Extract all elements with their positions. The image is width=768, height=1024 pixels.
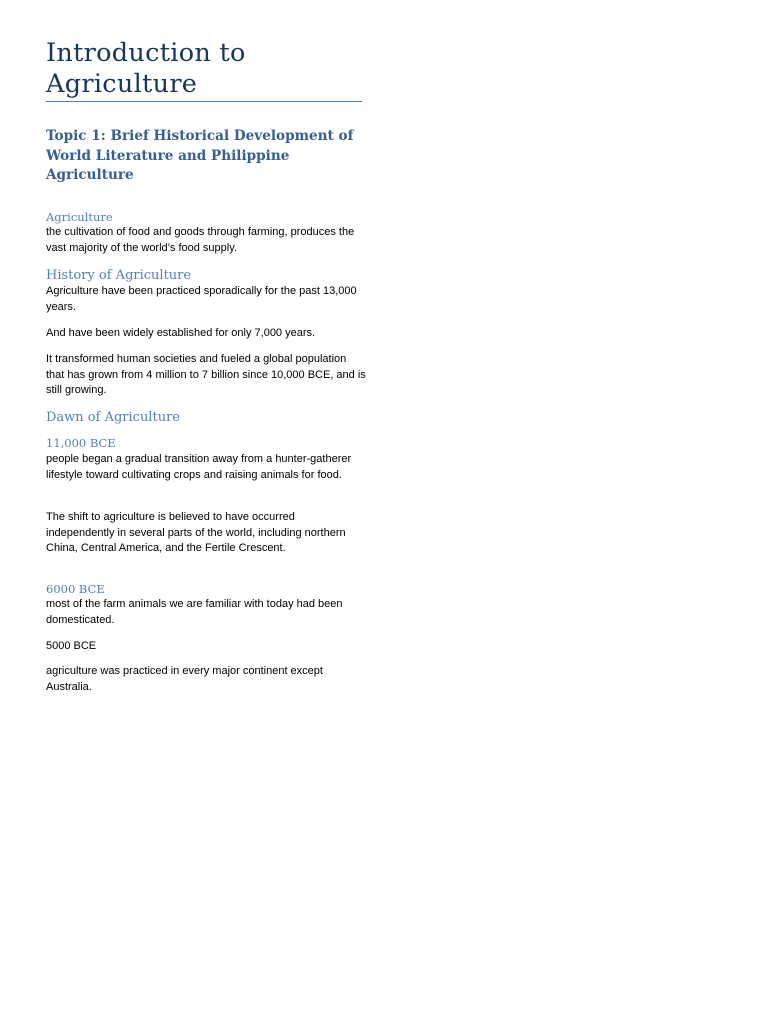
history-paragraph-1: Agriculture have been practiced sporadically for the past 13,000 years.: [46, 285, 357, 313]
bce11000-paragraph-2: The shift to agriculture is believed to have occurred independently in several parts of the world, including northern China, Central America, and the Fertile Crescent.: [46, 511, 346, 554]
heading-11000-bce: 11,000 BCE: [46, 436, 116, 450]
document-title: Introduction to Agriculture: [46, 38, 246, 99]
history-paragraph-2: And have been widely established for only 7,000 years.: [46, 327, 316, 339]
label-5000-bce: 5000 BCE: [46, 640, 97, 652]
heading-dawn: Dawn of Agriculture: [46, 410, 180, 425]
heading-6000-bce: 6000 BCE: [46, 582, 105, 596]
bce6000-paragraph-1: most of the farm animals we are familiar with today had been domesticated.: [46, 598, 343, 626]
agriculture-definition: the cultivation of food and goods through farming, produces the vast majority of the world’s food supply.: [46, 226, 355, 254]
heading-agriculture: Agriculture: [46, 210, 113, 224]
topic-heading: Topic 1: Brief Historical Development of World Literature and Philippine Agriculture: [46, 128, 354, 183]
heading-history: History of Agriculture: [46, 268, 192, 283]
bce11000-paragraph-1: people began a gradual transition away from a hunter-gatherer lifestyle toward cultivating crops and raising animals for food.: [46, 453, 352, 481]
title-underline: [46, 101, 362, 102]
history-paragraph-3: It transformed human societies and fueled a global population that has grown from 4 million to 7 billion since 10,000 BCE, and is still growing.: [46, 353, 366, 396]
bce5000-paragraph-1: agriculture was practiced in every major continent except Australia.: [46, 665, 323, 693]
